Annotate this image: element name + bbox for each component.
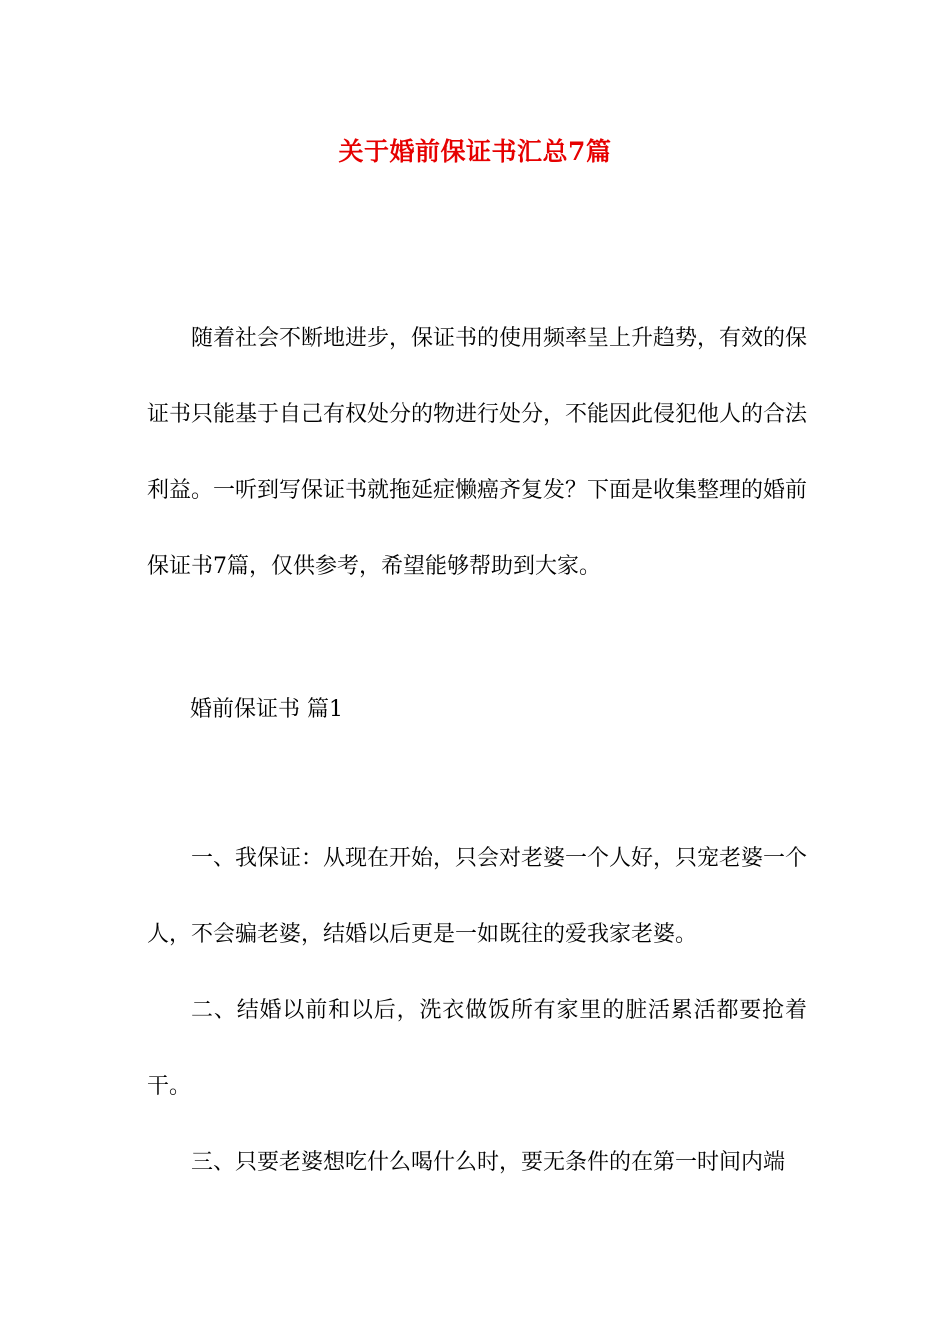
document-title: 关于婚前保证书汇总7篇	[338, 137, 612, 166]
list-item: 三、只要老婆想吃什么喝什么时，要无条件的在第一时间内端	[191, 1150, 786, 1175]
list-item: 一、我保证：从现在开始，只会对老婆一个人好，只宠老婆一个人，不会骗老婆，结婚以后更是一如既往的爱我家老婆。	[147, 846, 808, 947]
list-item: 二、结婚以前和以后，洗衣做饭所有家里的脏活累活都要抢着干。	[147, 998, 807, 1099]
intro-paragraph: 随着社会不断地进步，保证书的使用频率呈上升趋势，有效的保证书只能基于自己有权处分的物进行处分，不能因此侵犯他人的合法利益。一听到写保证书就拖延症懒癌齐复发？下面是收集整理的婚前保证书7篇，仅供参考，希望能够帮助到大家。	[147, 326, 808, 579]
section-heading: 婚前保证书 篇1	[190, 697, 343, 722]
